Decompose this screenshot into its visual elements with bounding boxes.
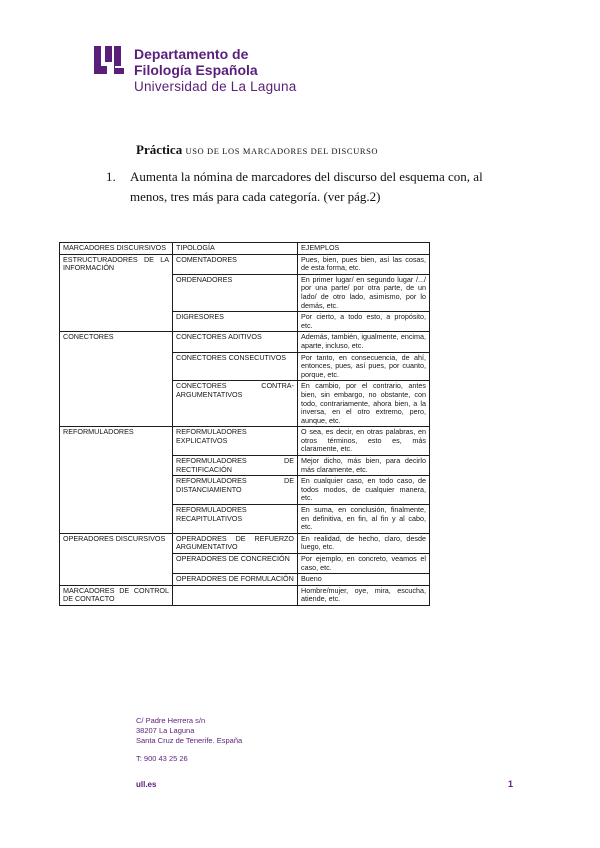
examples-cell: Por ejemplo, en concreto, veamos el caso, etc. — [298, 554, 430, 574]
type-cell: REFORMULADORES DE DISTANCIAMIENTO — [173, 476, 298, 505]
markers-table — [59, 242, 430, 606]
examples-cell: Hombre/mujer, oye, mira, escucha, atiende, etc. — [298, 585, 430, 605]
type-cell: REFORMULADORES DE RECTIFICACIÓN — [173, 456, 298, 476]
type-cell: REFORMULADORES RECAPITULATIVOS — [173, 505, 298, 534]
examples-cell: Por cierto, a todo esto, a propósito, etc. — [298, 312, 430, 332]
type-cell — [173, 585, 298, 605]
type-cell: CONECTORES ADITIVOS — [173, 332, 298, 352]
task-text: Aumenta la nómina de marcadores del discurso del esquema con, al menos, tres más para cada categoría. (ver pág.2) — [130, 169, 483, 204]
type-cell: OPERADORES DE REFUERZO ARGUMENTATIVO — [173, 533, 298, 553]
phone: T: 900 43 25 26 — [136, 754, 188, 763]
examples-cell: Bueno — [298, 574, 430, 586]
footer-address — [136, 716, 242, 764]
type-cell: COMENTADORES — [173, 254, 298, 274]
address-region: Santa Cruz de Tenerife. España — [136, 736, 243, 745]
type-cell: REFORMULADORES EXPLICATIVOS — [173, 427, 298, 456]
table-header-cell: MARCADORES DISCURSIVOS — [60, 243, 173, 255]
examples-cell: En primer lugar/ en segundo lugar /.../ por una parte/ por otra parte, de un lado/ de otro lado, asimismo, por lo demás, etc. — [298, 274, 430, 311]
page-number: 1 — [508, 779, 514, 789]
type-cell: DIGRESORES — [173, 312, 298, 332]
examples-cell: Pues, bien, pues bien, así las cosas, de esta forma, etc. — [298, 254, 430, 274]
category-cell: ESTRUCTURADORES DE LA INFORMACIÓN — [60, 254, 173, 332]
type-cell: CONECTORES CONSECUTIVOS — [173, 352, 298, 381]
table-row — [60, 332, 430, 352]
practice-subtitle: USO DE LOS MARCADORES DEL DISCURSO — [185, 146, 379, 156]
table-header-row — [60, 243, 430, 255]
examples-cell: En realidad, de hecho, claro, desde luego, etc. — [298, 533, 430, 553]
university-name: Universidad de La Laguna — [134, 79, 297, 94]
type-cell: OPERADORES DE CONCRECIÓN — [173, 554, 298, 574]
table-row — [60, 427, 430, 456]
category-cell: MARCADORES DE CONTROL DE CONTACTO — [60, 585, 173, 605]
practice-title — [136, 142, 378, 158]
examples-cell: En cambio, por el contrario, antes bien, sin embargo, no obstante, con todo, contrariamente, ahora bien, a la inversa, en el otro extremo, pero, aunque, etc. — [298, 381, 430, 427]
type-cell: OPERADORES DE FORMULACIÓN — [173, 574, 298, 586]
address-city: 38207 La Laguna — [136, 726, 195, 735]
website-link[interactable]: ull.es — [136, 780, 157, 789]
examples-cell: Por tanto, en consecuencia, de ahí, entonces, pues, así pues, por cuanto, porque, etc. — [298, 352, 430, 381]
category-cell: REFORMULADORES — [60, 427, 173, 534]
table-row — [60, 533, 430, 553]
table-header-cell: EJEMPLOS — [298, 243, 430, 255]
task-number: 1. — [106, 169, 116, 184]
examples-cell: En suma, en conclusión, finalmente, en definitiva, en fin, al fin y al cabo, etc. — [298, 505, 430, 534]
table-row — [60, 585, 430, 605]
category-cell: OPERADORES DISCURSIVOS — [60, 533, 173, 585]
markers-table-image — [59, 242, 430, 663]
address-street: C/ Padre Herrera s/n — [136, 716, 206, 725]
university-logo — [92, 44, 126, 76]
department-line1: Departamento de — [134, 46, 249, 62]
table-header-cell: TIPOLOGÍA — [173, 243, 298, 255]
department-header — [134, 46, 296, 95]
type-cell: CONECTORES CONTRA-ARGUMENTATIVOS — [173, 381, 298, 427]
table-row — [60, 254, 430, 274]
category-cell: CONECTORES — [60, 332, 173, 427]
department-line2: Filología Española — [134, 62, 258, 78]
examples-cell: En cualquier caso, en todo caso, de todos modos, de cualquier manera, etc. — [298, 476, 430, 505]
examples-cell: Además, también, igualmente, encima, aparte, incluso, etc. — [298, 332, 430, 352]
examples-cell: O sea, es decir, en otras palabras, en otros términos, esto es, más claramente, etc. — [298, 427, 430, 456]
practice-label: Práctica — [136, 142, 183, 157]
examples-cell: Mejor dicho, más bien, para decirlo más claramente, etc. — [298, 456, 430, 476]
type-cell: ORDENADORES — [173, 274, 298, 311]
